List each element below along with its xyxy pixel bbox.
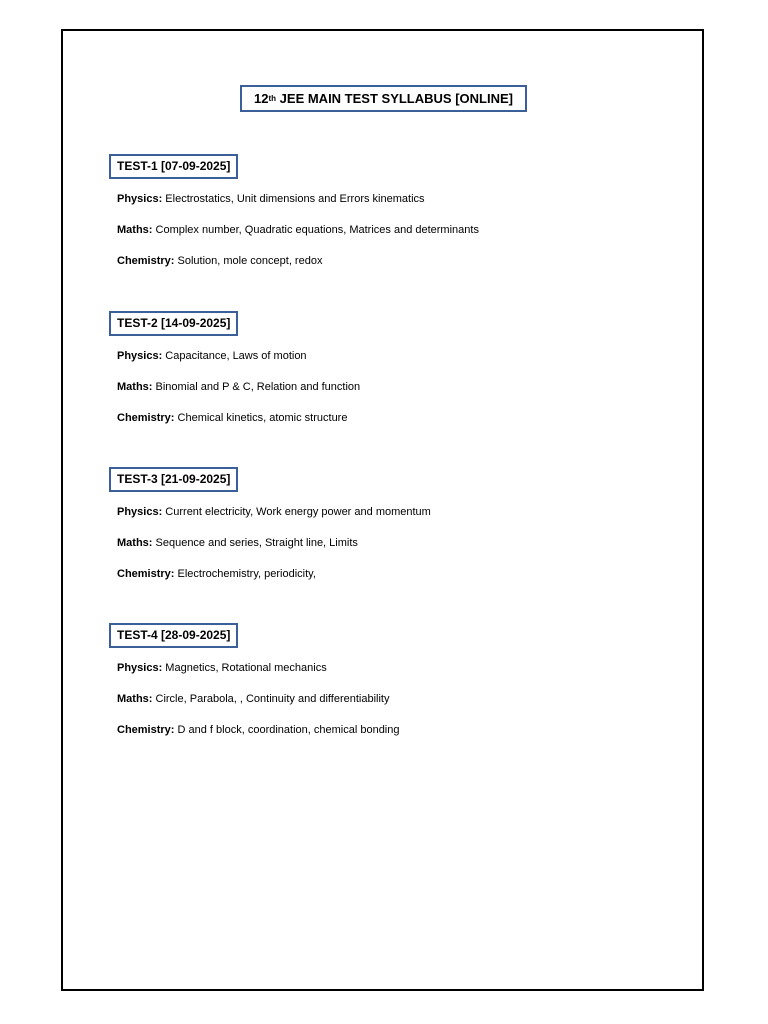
test-header: TEST-2 [14-09-2025] xyxy=(109,311,238,336)
subject-name: Maths: xyxy=(117,224,153,236)
subject-name: Maths: xyxy=(117,381,153,393)
subject-line-chemistry xyxy=(117,255,322,267)
subject-line-chemistry xyxy=(117,568,316,580)
subject-topics: Binomial and P & C, Relation and function xyxy=(152,381,361,393)
subject-topics: Magnetics, Rotational mechanics xyxy=(162,662,327,674)
subject-name: Physics: xyxy=(117,350,163,362)
subject-line-physics xyxy=(117,506,431,518)
subject-line-maths xyxy=(117,693,390,705)
subject-topics: Electrochemistry, periodicity, xyxy=(174,568,316,580)
subject-name: Chemistry: xyxy=(117,255,175,267)
test-header: TEST-1 [07-09-2025] xyxy=(109,154,238,179)
subject-topics: Circle, Parabola, , Continuity and differentiability xyxy=(152,693,390,705)
subject-name: Chemistry: xyxy=(117,568,175,580)
subject-topics: Sequence and series, Straight line, Limits xyxy=(152,537,358,549)
subject-line-physics xyxy=(117,350,307,362)
test-header: TEST-3 [21-09-2025] xyxy=(109,467,238,492)
subject-name: Physics: xyxy=(117,662,163,674)
subject-topics: Chemical kinetics, atomic structure xyxy=(174,412,348,424)
subject-line-physics xyxy=(117,193,425,205)
subject-name: Chemistry: xyxy=(117,412,175,424)
test-section-4 xyxy=(109,623,529,736)
subject-topics: D and f block, coordination, chemical bonding xyxy=(174,724,400,736)
subject-line-maths xyxy=(117,381,360,393)
title-prefix: 12 xyxy=(254,91,269,106)
title-text: JEE MAIN TEST SYLLABUS [ONLINE] xyxy=(276,91,513,106)
subject-line-physics xyxy=(117,662,327,674)
subject-topics: Capacitance, Laws of motion xyxy=(162,350,307,362)
document-title: 12 th JEE MAIN TEST SYLLABUS [ONLINE] xyxy=(240,85,527,112)
subject-line-maths xyxy=(117,537,358,549)
subject-line-chemistry xyxy=(117,412,347,424)
subject-topics: Complex number, Quadratic equations, Matrices and determinants xyxy=(152,224,479,236)
subject-line-maths xyxy=(117,224,479,236)
subject-line-chemistry xyxy=(117,724,400,736)
subject-name: Chemistry: xyxy=(117,724,175,736)
subject-name: Maths: xyxy=(117,537,153,549)
subject-name: Physics: xyxy=(117,506,163,518)
subject-name: Maths: xyxy=(117,693,153,705)
test-section-2 xyxy=(109,311,529,424)
subject-topics: Solution, mole concept, redox xyxy=(174,255,323,267)
test-section-3 xyxy=(109,467,529,580)
subject-topics: Electrostatics, Unit dimensions and Errors kinematics xyxy=(162,193,425,205)
subject-topics: Current electricity, Work energy power and momentum xyxy=(162,506,431,518)
test-header: TEST-4 [28-09-2025] xyxy=(109,623,238,648)
subject-name: Physics: xyxy=(117,193,163,205)
test-section-1 xyxy=(109,154,529,267)
